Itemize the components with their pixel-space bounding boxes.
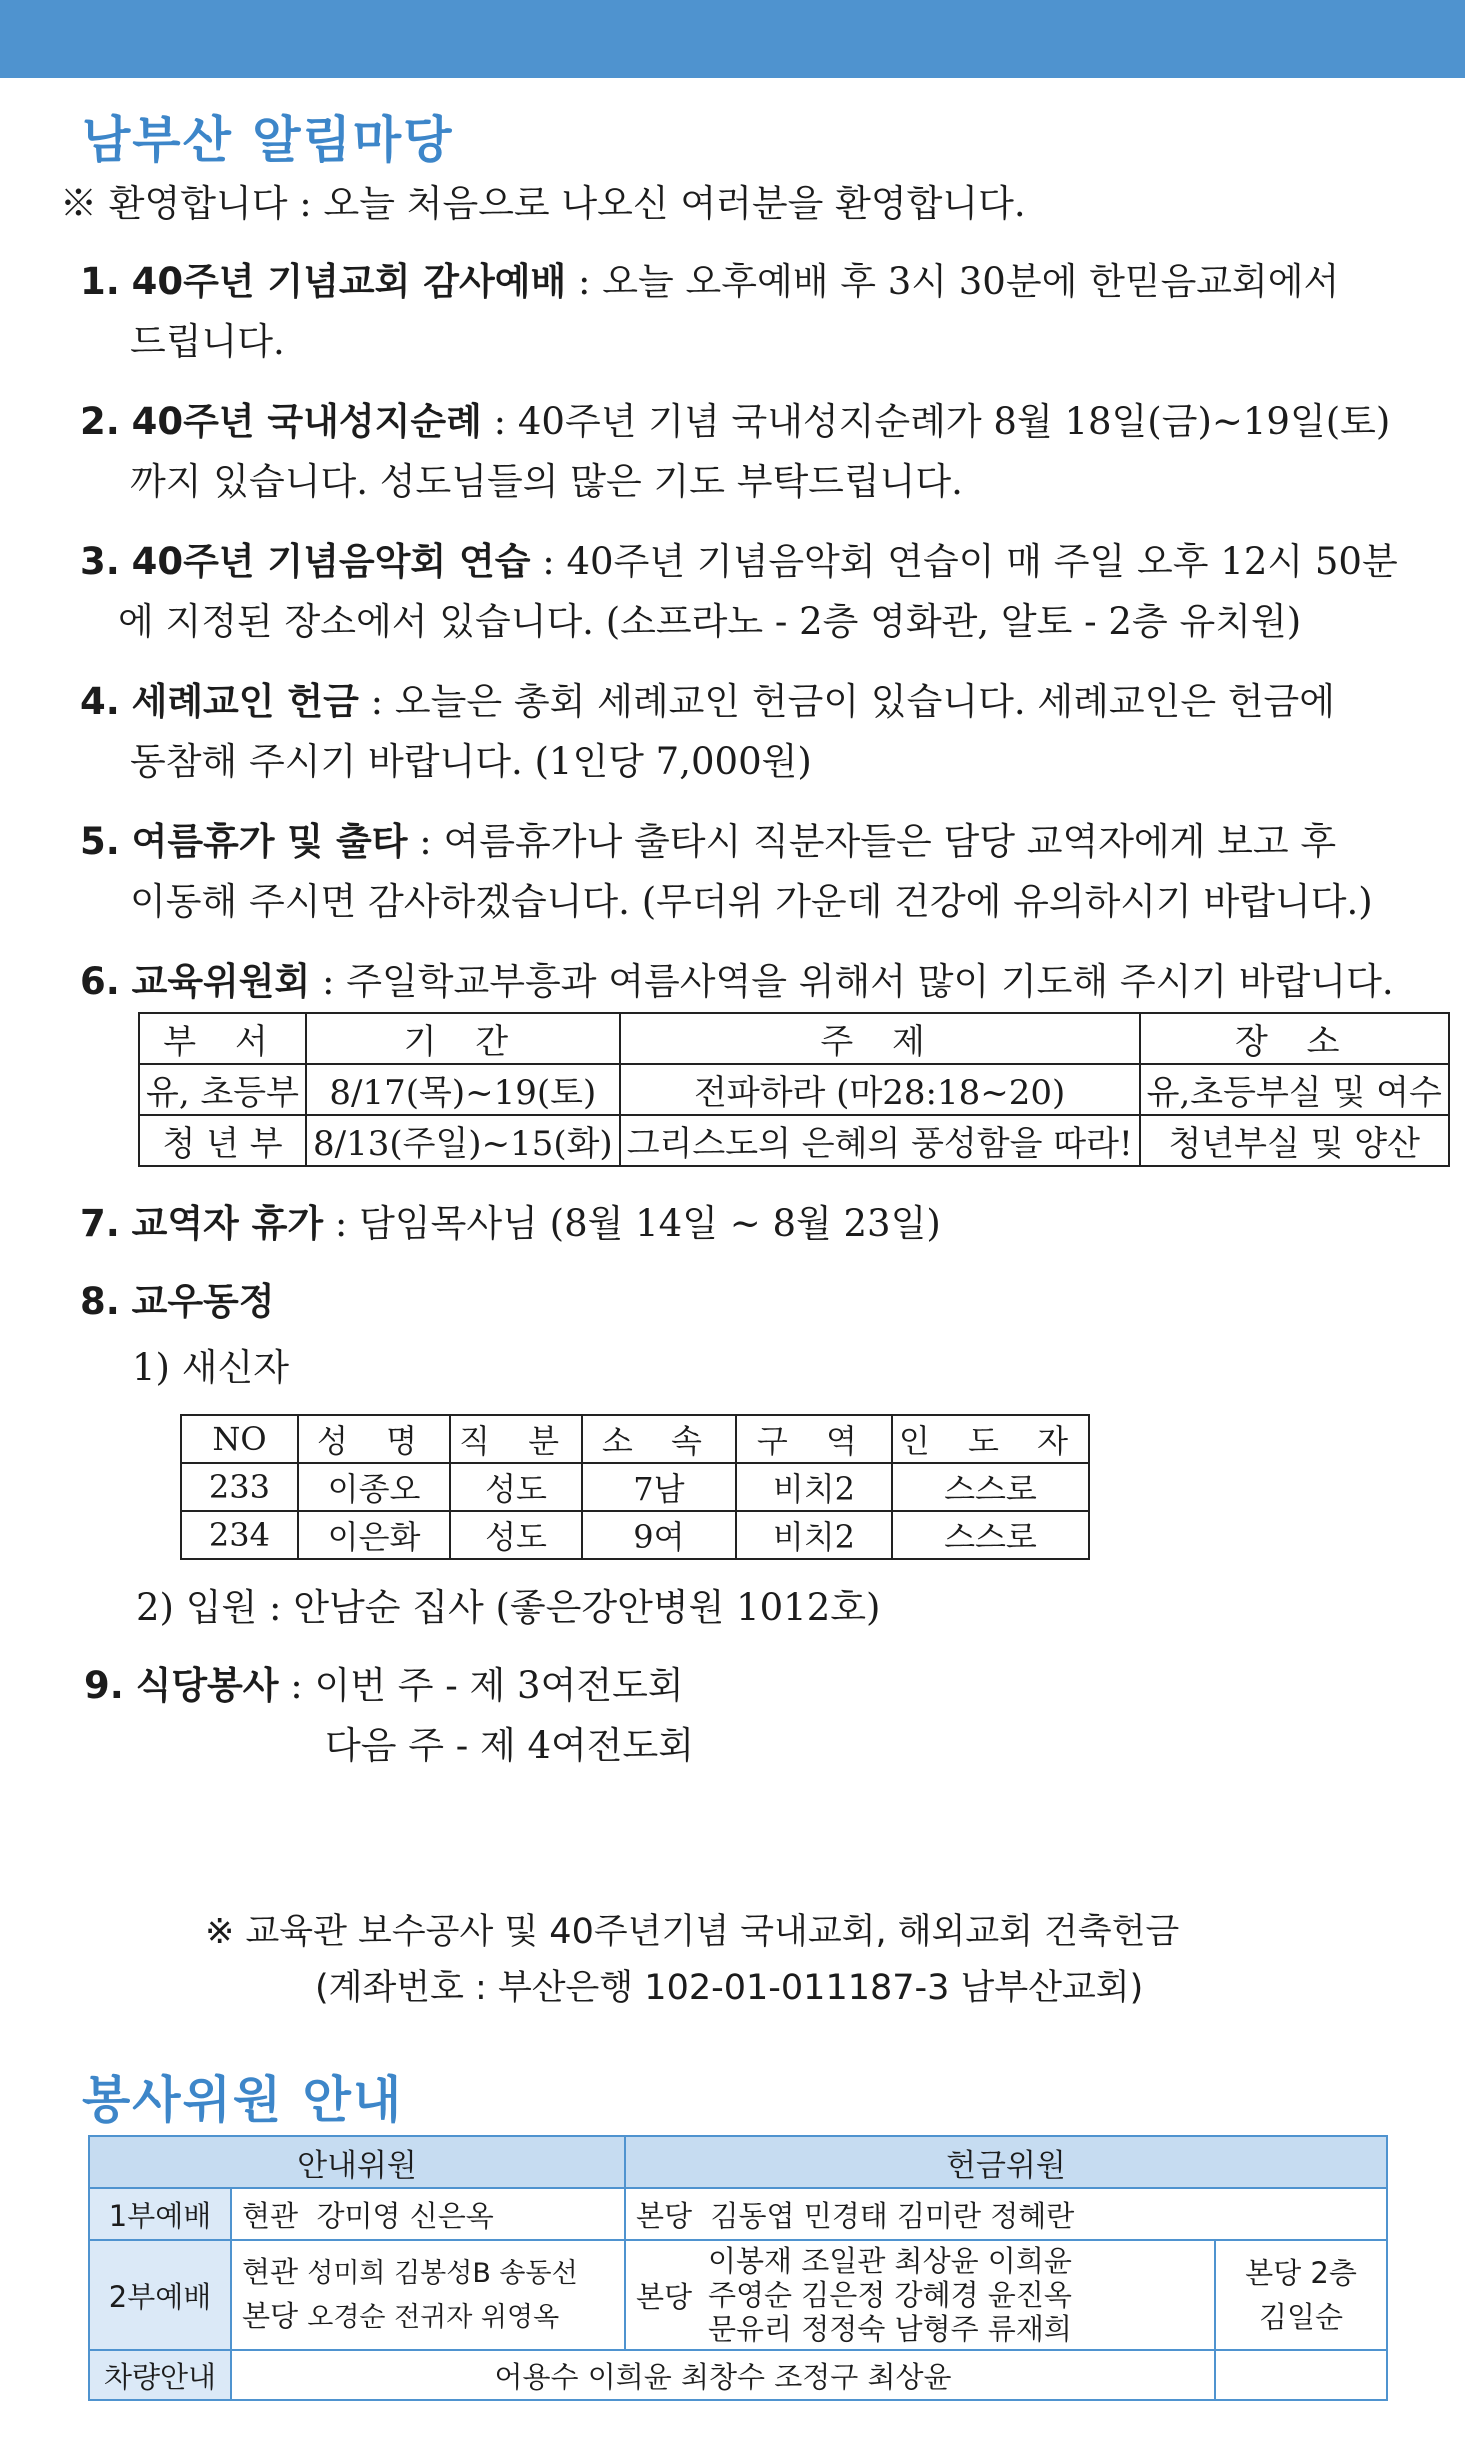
col-dept: 부 서 — [139, 1013, 306, 1064]
notice-item-7: 7. 교역자 휴가 : 담임목사님 (8월 14일 ~ 8월 23일) — [80, 1202, 941, 1245]
notice-item-4-cont: 동참해 주시기 바랍니다. (1인당 7,000원) — [130, 740, 812, 783]
notice-item-9: 9. 식당봉사 : 이번 주 - 제 3여전도회 — [84, 1664, 684, 1707]
notice-title: 남부산 알림마당 — [82, 111, 454, 169]
fund-line-2: (계좌번호 : 부산은행 102-01-011187-3 남부산교회) — [315, 1968, 1144, 2008]
notice-item-9-cont: 다음 주 - 제 4여전도회 — [325, 1724, 695, 1767]
service-table — [88, 2135, 1388, 2401]
col-theme: 주 제 — [620, 1013, 1140, 1064]
education-table — [138, 1012, 1450, 1167]
notice-item-2-cont: 까지 있습니다. 성도님들의 많은 기도 부탁드립니다. — [130, 460, 963, 503]
table-row: 청 년 부 8/13(주일)~15(화) 그리스도의 은혜의 풍성함을 따라! 청년부실 및 양산 — [139, 1115, 1449, 1166]
welcome-line: ※ 환영합니다 : 오늘 처음으로 나오신 여러분을 환영합니다. — [60, 182, 1026, 225]
notice-item-2: 2. 40주년 국내성지순례 : 40주년 기념 국내성지순례가 8월 18일(금)~19일(토) — [80, 400, 1391, 443]
service-title: 봉사위원 안내 — [82, 2071, 404, 2129]
table-row: 233 이종오 성도 7남 비치2 스스로 — [181, 1463, 1089, 1511]
notice-item-8: 8. 교우동정 — [80, 1280, 275, 1323]
notice-item-3-cont: 에 지정된 장소에서 있습니다. (소프라노 - 2층 영화관, 알토 - 2층 유치원) — [118, 600, 1302, 643]
notice-item-4: 4. 세례교인 헌금 : 오늘은 총회 세례교인 헌금이 있습니다. 세례교인은 헌금에 — [80, 680, 1336, 723]
col-place: 장 소 — [1140, 1013, 1449, 1064]
notice-item-5: 5. 여름휴가 및 출타 : 여름휴가나 출타시 직분자들은 담당 교역자에게 보고 후 — [80, 820, 1337, 863]
hospital-line: 2) 입원 : 안남순 집사 (좋은강안병원 1012호) — [136, 1586, 881, 1629]
fund-line-1: ※ 교육관 보수공사 및 40주년기념 국내교회, 해외교회 건축헌금 — [205, 1912, 1180, 1952]
guide-header: 안내위원 — [89, 2136, 625, 2188]
notice-item-3: 3. 40주년 기념음악회 연습 : 40주년 기념음악회 연습이 매 주일 오후 12시 50분 — [80, 540, 1398, 583]
top-banner — [0, 0, 1465, 78]
notice-item-1: 1. 40주년 기념교회 감사예배 : 오늘 오후예배 후 3시 30분에 한믿음교회에서 — [80, 260, 1340, 303]
notice-item-5-cont: 이동해 주시면 감사하겠습니다. (무더위 가운데 건강에 유의하시기 바랍니다.) — [130, 880, 1373, 923]
table-row: 2부예배 현관 성미희 김봉성B 송동선 본당 오경순 전귀자 위영옥 본당 이봉재 조일관 최상윤 이희윤 주영순 김은정 강혜경 윤진옥 문유리 정정숙 남형주 류재희 본당 2층 김일순 — [89, 2240, 1387, 2350]
newcomers-table: NO 성 명 직 분 소 속 구 역 인 도 자 233 이종오 성도 7남 비치2 스스로 234 이은화 성도 9여 비치2 스스로 — [180, 1414, 1090, 1560]
notice-item-1-cont: 드립니다. — [130, 320, 285, 363]
table-row: 유, 초등부 8/17(목)~19(토) 전파하라 (마28:18~20) 유,초등부실 및 여수 — [139, 1064, 1449, 1115]
notice-item-6: 6. 교육위원회 : 주일학교부흥과 여름사역을 위해서 많이 기도해 주시기 바랍니다. — [80, 960, 1394, 1003]
offering-header: 헌금위원 — [625, 2136, 1387, 2188]
table-row: 234 이은화 성도 9여 비치2 스스로 — [181, 1511, 1089, 1559]
table-row: 차량안내 어용수 이희윤 최창수 조정구 최상윤 — [89, 2350, 1387, 2400]
col-period: 기 간 — [306, 1013, 620, 1064]
table-row: 1부예배 현관 강미영 신은옥 본당 김동엽 민경태 김미란 정혜란 — [89, 2188, 1387, 2240]
newcomers-heading: 1) 새신자 — [132, 1346, 289, 1389]
